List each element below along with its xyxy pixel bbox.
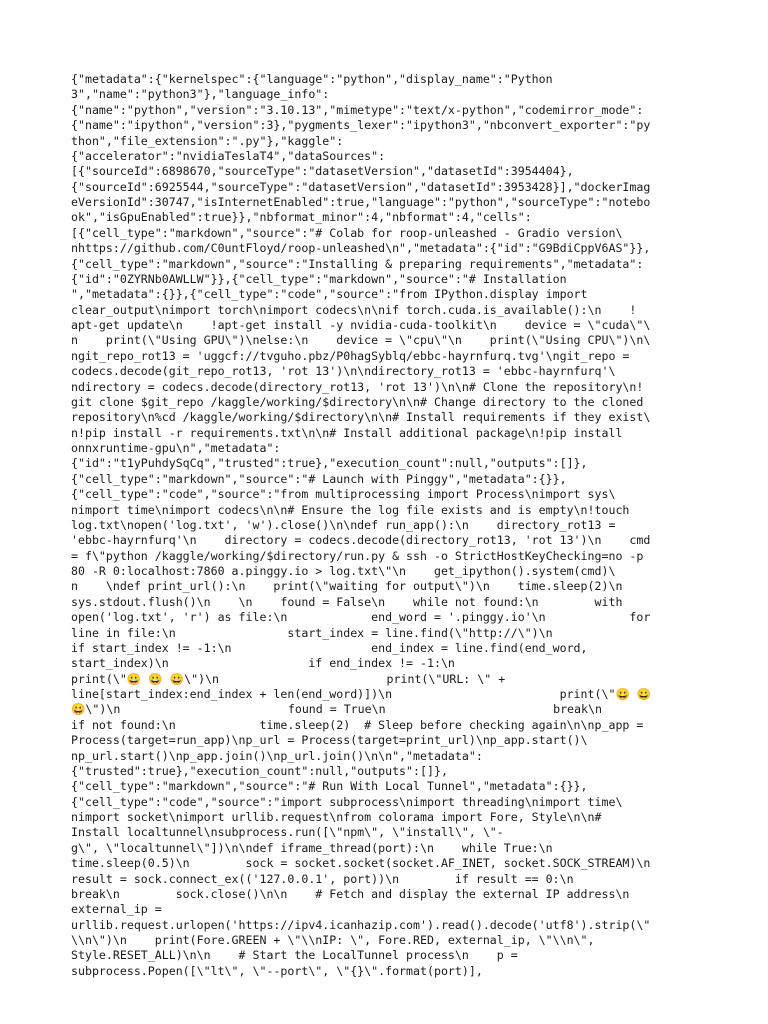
text-line: start_index)\n if end_index != -1:\n	[71, 656, 455, 671]
text-line: \\n\")\n print(Fore.GREEN + \"\\nIP: \", Fore.RED, external_ip, \"\\n\",	[71, 933, 595, 947]
text-line: [{"cell_type":"markdown","source":"# Colab for roop-unleashed - Gradio version\	[71, 225, 623, 240]
text-line: open('log.txt', 'r') as file:\n end_word = '.pinggy.io'\n for	[71, 610, 651, 625]
notebook-json-text	[71, 72, 711, 979]
text-line: nimport socket\nimport urllib.request\nfrom colorama import Fore, Style\n\n#	[71, 810, 602, 824]
text-line: sys.stdout.flush()\n \n found = False\n while not found:\n with	[71, 594, 623, 609]
text-line: apt-get update\n !apt-get install -y nvidia-cuda-toolkit\n device = \"cuda\"\	[71, 318, 651, 332]
text-line: ","metadata":{}},{"cell_type":"code","source":"from IPython.display import	[71, 287, 588, 302]
text-line: {"cell_type":"markdown","source":"# Run With Local Tunnel","metadata":{}},	[71, 779, 588, 794]
text-line: {"cell_type":"markdown","source":"Installing & preparing requirements","metadata":	[71, 256, 644, 271]
text-line: log.txt\nopen('log.txt', 'w').close()\n\ndef run_app():\n directory_rot13 =	[71, 517, 616, 532]
text-line: n print(\"Using GPU\")\nelse:\n device = \"cpu\"\n print(\"Using CPU\")\n\	[71, 333, 651, 348]
text-line: {"name":"python","version":"3.10.13","mimetype":"text/x-python","codemirror_mode":	[71, 102, 644, 117]
text-line: 80 -R 0:localhost:7860 a.pinggy.io > log.txt\"\n get_ipython().system(cmd)\	[71, 564, 616, 578]
text-line: = f\"python /kaggle/working/$directory/run.py & ssh -o StrictHostKeyChecking=no -p	[71, 548, 644, 563]
text-line: {"id":"0ZYRNb0AWLLW"}},{"cell_type":"markdown","source":"# Installation	[71, 271, 567, 286]
text-line: ok","isGpuEnabled":true}},"nbformat_minor":4,"nbformat":4,"cells":	[71, 210, 532, 225]
text-line: result = sock.connect_ex(('127.0.0.1', port))\n if result == 0:\n	[71, 871, 574, 886]
text-line: onnxruntime-gpu\n","metadata":	[71, 441, 281, 455]
text-line: n!pip install -r requirements.txt\n\n# Install additional package\n!pip install	[71, 425, 623, 440]
text-line: external_ip =	[71, 902, 162, 917]
text-line: 'ebbc-hayrnfurq'\n directory = codecs.decode(directory_rot13, 'rot 13')\n cmd	[71, 533, 651, 548]
text-line: {"cell_type":"code","source":"from multiprocessing import Process\nimport sys\	[71, 487, 616, 502]
text-line: break\n sock.close()\n\n # Fetch and display the external IP address\n	[71, 886, 630, 901]
text-line: codecs.decode(git_repo_rot13, 'rot 13')\n\ndirectory_rot13 = 'ebbc-hayrnfurq'\	[71, 364, 616, 379]
text-line: Style.RESET_ALL)\n\n # Start the LocalTunnel process\n p =	[71, 948, 518, 963]
text-line: git clone $git_repo /kaggle/working/$directory\n\n# Change directory to the cloned	[71, 394, 644, 409]
text-line: nhttps://github.com/C0untFloyd/roop-unleashed\n","metadata":{"id":"G9BdiCppV6AS"}},	[71, 241, 651, 256]
text-line: repository\n%cd /kaggle/working/$directory\n\n# Install requirements if they exist\	[71, 410, 651, 425]
text-line: ndirectory = codecs.decode(directory_rot13, 'rot 13')\n\n# Clone the repository\n!	[71, 379, 644, 394]
text-line: time.sleep(0.5)\n sock = socket.socket(socket.AF_INET, socket.SOCK_STREAM)\n	[71, 856, 651, 871]
text-line: [{"sourceId":6898670,"sourceType":"datasetVersion","datasetId":3954404},	[71, 164, 574, 179]
text-line: {"metadata":{"kernelspec":{"language":"python","display_name":"Python	[71, 72, 553, 86]
text-line: if start_index != -1:\n end_index = line.find(end_word,	[71, 640, 588, 655]
text-line: g\", \"localtunnel\"])\n\ndef iframe_thread(port):\n while True:\n	[71, 840, 553, 855]
text-line: eVersionId":30747,"isInternetEnabled":true,"language":"python","sourceType":"notebo	[71, 195, 651, 209]
text-line: urllib.request.urlopen('https://ipv4.icanhazip.com').read().decode('utf8').strip(\"	[71, 917, 651, 932]
text-line: thon","file_extension":".py"},"kaggle":	[71, 133, 344, 148]
text-line: np_url.start()\np_app.join()\np_url.join()\n\n","metadata":	[71, 748, 483, 763]
text-line: {"accelerator":"nvidiaTeslaT4","dataSources":	[71, 148, 386, 163]
text-line: {"cell_type":"code","source":"import subprocess\nimport threading\nimport time\	[71, 794, 623, 809]
text-line: {"name":"ipython","version":3},"pygments_lexer":"ipython3","nbconvert_exporter":"py	[71, 118, 651, 133]
text-line: {"cell_type":"markdown","source":"# Launch with Pinggy","metadata":{}},	[71, 471, 567, 486]
text-line: 😀\")\n found = True\n break\n	[71, 702, 602, 717]
text-line: Install localtunnel\nsubprocess.run([\"npm\", \"install\", \"-	[71, 825, 504, 840]
text-line: nimport time\nimport codecs\n\n# Ensure the log file exists and is empty\n!touch	[71, 502, 630, 517]
text-line: clear_output\nimport torch\nimport codecs\n\nif torch.cuda.is_available():\n !	[71, 302, 637, 317]
text-line: ngit_repo_rot13 = 'uggcf://tvguho.pbz/P0hagSyblq/ebbc-hayrnfurq.tvg'\ngit_repo =	[71, 348, 630, 363]
text-line: line[start_index:end_index + len(end_word)])\n print(\"😀 😀	[71, 687, 652, 701]
text-line: {"trusted":true},"execution_count":null,"outputs":[]},	[71, 763, 448, 778]
text-line: line in file:\n start_index = line.find(\"http://\")\n	[71, 625, 553, 640]
text-line: 3","name":"python3"},"language_info":	[71, 87, 330, 102]
text-line: subprocess.Popen([\"lt\", \"--port\", \"{}\".format(port)],	[71, 963, 483, 978]
text-line: {"sourceId":6925544,"sourceType":"datasetVersion","datasetId":3953428}],"dockerImag	[71, 179, 651, 194]
text-line: Process(target=run_app)\np_url = Process(target=print_url)\np_app.start()\	[71, 733, 588, 748]
text-line: print(\"😀 😀 😀\")\n print(\"URL: \" +	[71, 671, 506, 686]
text-line: {"id":"t1yPuhdySqCq","trusted":true},"execution_count":null,"outputs":[]},	[71, 456, 588, 471]
text-line: n \ndef print_url():\n print(\"waiting for output\")\n time.sleep(2)\n	[71, 579, 623, 594]
text-line: if not found:\n time.sleep(2) # Sleep before checking again\n\np_app =	[71, 717, 644, 732]
